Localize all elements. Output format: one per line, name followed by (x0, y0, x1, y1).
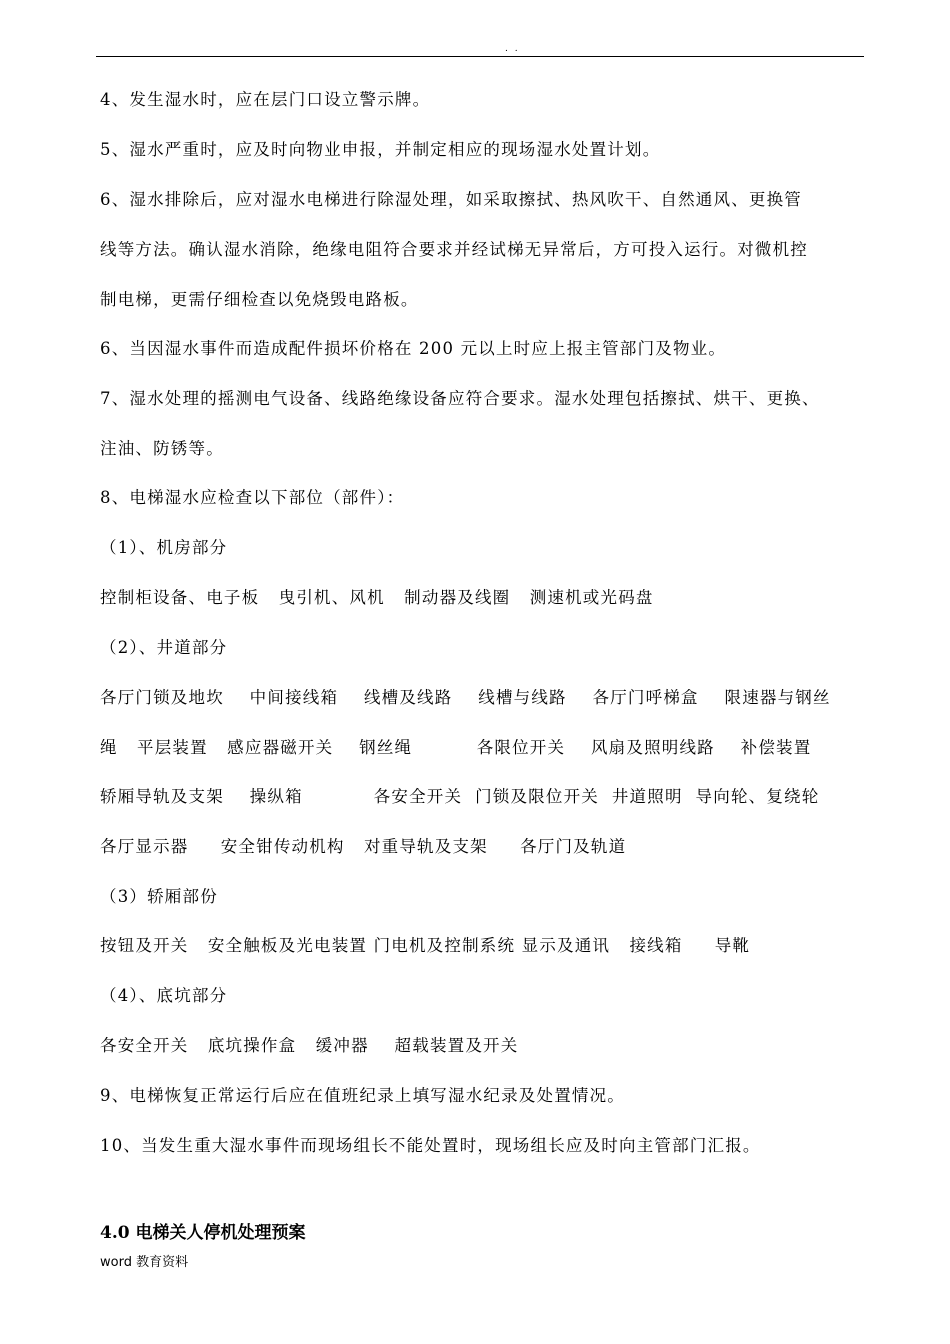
header-marks: . . (505, 44, 520, 54)
subsection-label: （4）、底坑部分 (100, 986, 228, 1005)
parts-list-line: 绳 平层装置 感应器磁开关 钢丝绳 各限位开关 风扇及照明线路 补偿装置 (100, 738, 812, 757)
paragraph-line: 10、当发生重大湿水事件而现场组长不能处置时，现场组长应及时向主管部门汇报。 (100, 1136, 761, 1155)
parts-list-line: 各厅显示器 安全钳传动机构 对重导轨及支架 各厅门及轨道 (100, 837, 627, 856)
subsection-label: （1）、机房部分 (100, 538, 228, 557)
paragraph-line: 5、湿水严重时，应及时向物业申报，并制定相应的现场湿水处置计划。 (100, 140, 661, 159)
subsection-label: （3）轿厢部份 (100, 887, 218, 906)
parts-list-line: 各安全开关 底坑操作盒 缓冲器 超载装置及开关 (100, 1036, 519, 1055)
paragraph-line: 7、湿水处理的摇测电气设备、线路绝缘设备应符合要求。湿水处理包括擦拭、烘干、更换、 (100, 389, 820, 408)
paragraph-line: 6、当因湿水事件而造成配件损坏价格在 200 元以上时应上报主管部门及物业。 (100, 339, 727, 358)
paragraph-line: 4、发生湿水时，应在层门口设立警示牌。 (100, 90, 431, 109)
paragraph-line: 9、电梯恢复正常运行后应在值班纪录上填写湿水纪录及处置情况。 (100, 1086, 625, 1105)
paragraph-line: 6、湿水排除后，应对湿水电梯进行除湿处理，如采取擦拭、热风吹干、自然通风、更换管 (100, 190, 802, 209)
parts-list-line: 轿厢导轨及支架 操纵箱 各安全开关 门锁及限位开关 井道照明 导向轮、复绕轮 (100, 787, 820, 806)
paragraph-line: 8、电梯湿水应检查以下部位（部件）： (100, 488, 405, 507)
subsection-label: （2）、井道部分 (100, 638, 228, 657)
paragraph-line: 制电梯，更需仔细检查以免烧毁电路板。 (100, 290, 419, 309)
section-heading: 4.0 电梯关人停机处理预案 (100, 1223, 306, 1243)
paragraph-line: 线等方法。确认湿水消除，绝缘电阻符合要求并经试梯无异常后，方可投入运行。对微机控 (100, 240, 808, 259)
footer-text: word 教育资料 (100, 1255, 189, 1270)
parts-list-line: 各厅门锁及地坎 中间接线箱 线槽及线路 线槽与线路 各厅门呼梯盒 限速器与钢丝 (100, 688, 831, 707)
parts-list-line: 控制柜设备、电子板 曳引机、风机 制动器及线圈 测速机或光码盘 (100, 588, 654, 607)
paragraph-line: 注油、防锈等。 (100, 439, 224, 458)
parts-list-line: 按钮及开关 安全触板及光电装置 门电机及控制系统 显示及通讯 接线箱 导靴 (100, 936, 751, 955)
header-rule (96, 56, 864, 57)
